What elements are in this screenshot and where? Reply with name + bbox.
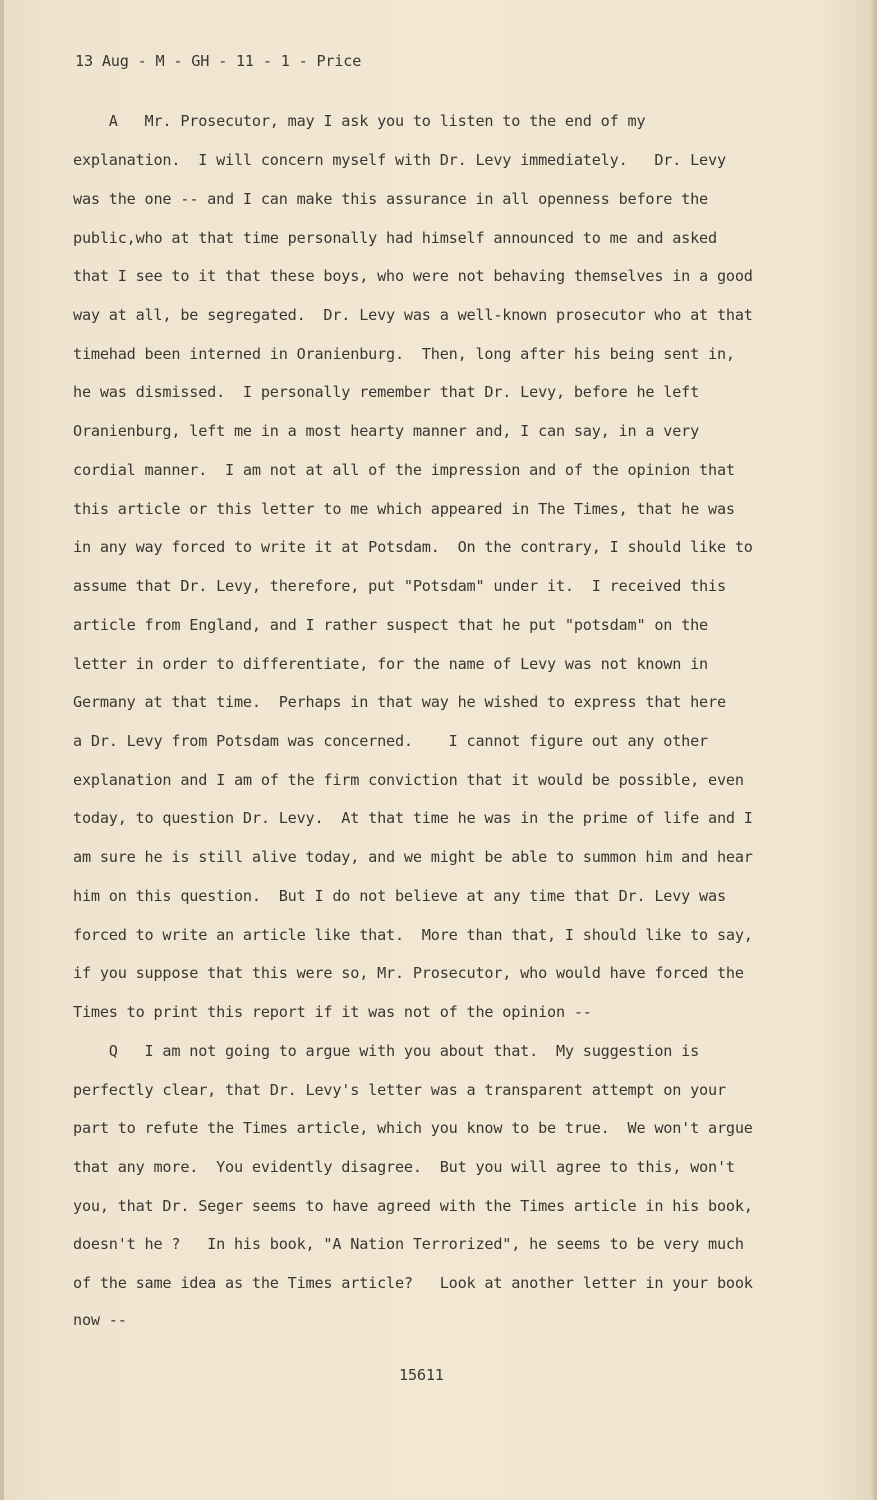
text-line: doesn't he ? In his book, "A Nation Terrorized", he seems to be very much [73,1235,744,1253]
text-line: part to refute the Times article, which you know to be true. We won't argue [73,1119,753,1137]
text-line: Q I am not going to argue with you about that. My suggestion is [73,1042,700,1060]
text-line: A Mr. Prosecutor, may I ask you to listen to the end of my [73,112,646,130]
text-line: perfectly clear, that Dr. Levy's letter was a transparent attempt on your [73,1081,726,1099]
page-number: 15611 [399,1366,444,1384]
text-line: in any way forced to write it at Potsdam. On the contrary, I should like to [73,538,753,556]
text-line: was the one -- and I can make this assurance in all openness before the [73,190,708,208]
text-line: way at all, be segregated. Dr. Levy was a well-known prosecutor who at that [73,306,753,324]
text-line: am sure he is still alive today, and we might be able to summon him and hear [73,848,753,866]
text-line: you, that Dr. Seger seems to have agreed with the Times article in his book, [73,1197,753,1215]
text-line: assume that Dr. Levy, therefore, put "Potsdam" under it. I received this [73,577,726,595]
text-line: Oranienburg, left me in a most hearty manner and, I can say, in a very [73,422,700,440]
text-line: letter in order to differentiate, for the name of Levy was not known in [73,655,708,673]
text-line: explanation. I will concern myself with Dr. Levy immediately. Dr. Levy [73,151,726,169]
page-edge-right [871,0,877,1500]
text-line: public,who at that time personally had himself announced to me and asked [73,229,717,247]
text-line: forced to write an article like that. More than that, I should like to say, [73,926,753,944]
text-line: of the same idea as the Times article? Look at another letter in your book [73,1274,753,1292]
text-line: now -- [73,1311,127,1329]
text-line: he was dismissed. I personally remember that Dr. Levy, before he left [73,383,700,401]
text-line: if you suppose that this were so, Mr. Prosecutor, who would have forced the [73,964,744,982]
text-line: cordial manner. I am not at all of the impression and of the opinion that [73,461,735,479]
page-edge-left [0,0,4,1500]
text-line: timehad been interned in Oranienburg. Then, long after his being sent in, [73,345,735,363]
text-line: explanation and I am of the firm conviction that it would be possible, even [73,771,744,789]
text-line: Germany at that time. Perhaps in that way he wished to express that here [73,693,726,711]
text-line: him on this question. But I do not believe at any time that Dr. Levy was [73,887,726,905]
text-line: that any more. You evidently disagree. But you will agree to this, won't [73,1158,735,1176]
text-line: a Dr. Levy from Potsdam was concerned. I cannot figure out any other [73,732,708,750]
page-header: 13 Aug - M - GH - 11 - 1 - Price [75,52,362,70]
text-line: today, to question Dr. Levy. At that time he was in the prime of life and I [73,809,753,827]
text-line: that I see to it that these boys, who were not behaving themselves in a good [73,267,753,285]
text-line: Times to print this report if it was not of the opinion -- [73,1003,592,1021]
text-line: article from England, and I rather suspect that he put "potsdam" on the [73,616,708,634]
text-line: this article or this letter to me which appeared in The Times, that he was [73,500,735,518]
